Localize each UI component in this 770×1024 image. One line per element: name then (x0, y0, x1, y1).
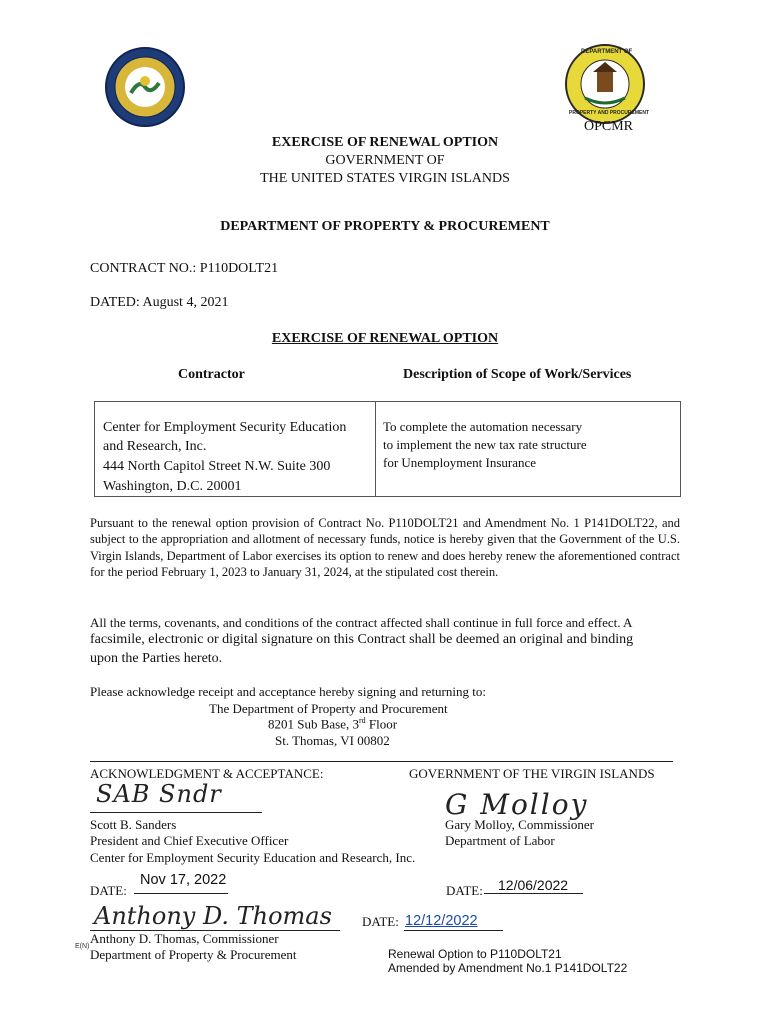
bottom-date-value: 12/12/2022 (405, 913, 478, 929)
description-line-2: to implement the new tax rate structure (383, 437, 587, 452)
contractor-line-1: Center for Employment Security Education (103, 420, 347, 435)
bottom-date-label: DATE: (362, 914, 399, 929)
thomas-org: Department of Property & Procurement (90, 947, 297, 962)
footer-line-1: Renewal Option to P110DOLT21 (388, 947, 562, 961)
sanders-signature-line (90, 812, 262, 813)
right-date-line (484, 893, 583, 894)
floor-ordinal: rd (359, 716, 366, 725)
molloy-signature: G Molloy (445, 788, 589, 821)
territory-line: THE UNITED STATES VIRGIN ISLANDS (260, 171, 510, 186)
sanders-org: Center for Employment Security Education and Research, Inc. (90, 850, 416, 865)
sanders-title: President and Chief Executive Officer (90, 833, 289, 848)
contract-number: CONTRACT NO.: P110DOLT21 (90, 261, 279, 276)
address-line-3: St. Thomas, VI 00802 (275, 733, 390, 748)
address-line-2-end: Floor (365, 716, 398, 732)
contractor-line-3: 444 North Capitol Street N.W. Suite 300 (103, 459, 331, 474)
footer-line-2: Amended by Amendment No.1 P141DOLT22 (388, 961, 628, 975)
usvi-seal-icon (105, 47, 185, 127)
ack-heading: ACKNOWLEDGMENT & ACCEPTANCE: (90, 766, 324, 781)
thomas-signature: Anthony D. Thomas (94, 902, 332, 930)
separator-line (90, 761, 673, 762)
left-date-label: DATE: (90, 883, 127, 898)
terms-line-2: facsimile, electronic or digital signature on this Contract shall be deemed an original and binding (90, 632, 634, 647)
address-line-1: The Department of Property and Procurement (209, 701, 448, 716)
document-code: OPCMR (584, 119, 634, 134)
page-title: EXERCISE OF RENEWAL OPTION (271, 135, 499, 150)
bottom-date-line (404, 930, 503, 931)
right-date-label: DATE: (446, 883, 483, 898)
initials-stamp: E(N) (75, 943, 90, 950)
terms-line-1: All the terms, covenants, and conditions of the contract affected shall continue in full force and effect. A (90, 615, 633, 630)
description-line-1: To complete the automation necessary (383, 419, 583, 434)
left-date-value: Nov 17, 2022 (140, 872, 227, 888)
column-description: Description of Scope of Work/Services (403, 367, 632, 382)
gvi-heading: GOVERNMENT OF THE VIRGIN ISLANDS (409, 766, 655, 781)
molloy-org: Department of Labor (445, 833, 555, 848)
right-date-value: 12/06/2022 (498, 877, 569, 893)
ack-request: Please acknowledge receipt and acceptance hereby signing and returning to: (90, 684, 486, 699)
department-heading: DEPARTMENT OF PROPERTY & PROCUREMENT (220, 219, 550, 234)
seal-bottom-text: PROPERTY AND PROCUREMENT (569, 110, 650, 116)
thomas-name: Anthony D. Thomas, Commissioner (90, 931, 279, 946)
contractor-line-4: Washington, D.C. 20001 (103, 479, 242, 494)
sanders-signature: SAB Sndr (96, 780, 222, 808)
property-procurement-seal-icon (565, 44, 650, 124)
renewal-paragraph: Pursuant to the renewal option provision of Contract No. P110DOLT21 and Amendment No. 1 P141DOLT22, and subject to the appropriation and allotment of necessary funds, notice is hereby given that the Government of the U.S. Virgin Islands, Department of Labor exercises its option to renew and does hereby renew the aforementioned contract for the period February 1, 2023 to January 31, 2024, at the stipulated cost therein. (90, 516, 680, 579)
address-line-2-main: 8201 Sub Base, 3 (268, 716, 359, 732)
molloy-name: Gary Molloy, Commissioner (445, 817, 595, 832)
column-contractor: Contractor (178, 367, 245, 382)
description-line-3: for Unemployment Insurance (383, 455, 537, 470)
terms-line-3: upon the Parties hereto. (90, 651, 223, 666)
address-line-2 (268, 716, 397, 732)
section-subtitle: EXERCISE OF RENEWAL OPTION (271, 331, 499, 346)
seal-top-text: DEPARTMENT OF (581, 49, 633, 55)
government-line: GOVERNMENT OF (325, 153, 445, 168)
contract-dated: DATED: August 4, 2021 (90, 295, 229, 310)
left-date-line (134, 893, 228, 894)
sanders-name: Scott B. Sanders (90, 817, 177, 832)
contractor-line-2: and Research, Inc. (103, 439, 207, 454)
